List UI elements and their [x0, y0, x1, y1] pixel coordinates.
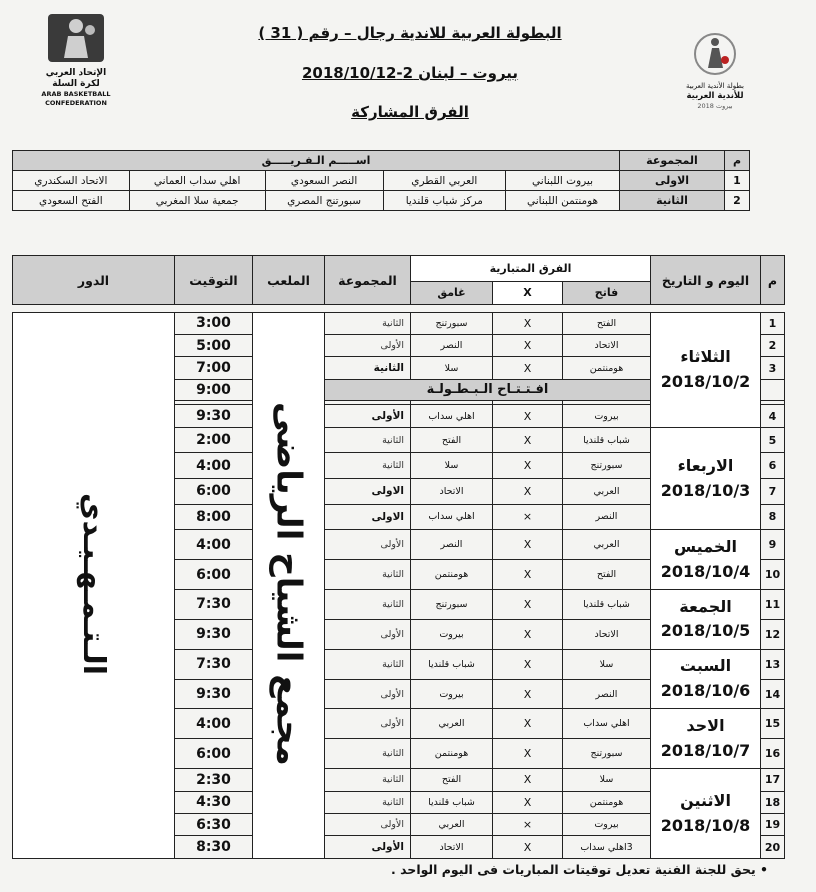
- location-dates: بيروت – لبنان 2-2018/10/12: [301, 64, 519, 82]
- sched-header-venue: الملعب: [253, 256, 325, 305]
- groups-col-team: اســـــم الـفـريـــــق: [13, 151, 620, 171]
- match-x: X: [493, 619, 563, 649]
- match-x: X: [493, 709, 563, 739]
- match-time: 6:30: [175, 814, 253, 836]
- match-loser: هومنتمن: [411, 560, 493, 590]
- match-loser: الفتح: [411, 427, 493, 453]
- match-x: X: [493, 312, 563, 334]
- day-name: الاربعاء: [677, 455, 734, 475]
- match-group: الثانية: [325, 739, 411, 769]
- logo-left-arabic-1: الإتحاد العربي: [45, 68, 107, 78]
- match-x: X: [493, 739, 563, 769]
- player-silhouette-icon: [46, 12, 106, 64]
- match-loser: الفتح: [411, 769, 493, 791]
- day-date: 2018/10/4: [660, 561, 751, 581]
- match-group: الأولى: [325, 334, 411, 356]
- match-x: ×: [493, 504, 563, 530]
- match-time: 4:00: [175, 453, 253, 479]
- match-no: 16: [761, 739, 785, 769]
- match-x: X: [493, 427, 563, 453]
- venue-name: مجمع الشياح الرياضى: [268, 401, 309, 766]
- match-loser: الاتحاد: [411, 479, 493, 505]
- match-winner: سلا: [563, 769, 651, 791]
- match-time: 8:00: [175, 504, 253, 530]
- venue-cell: [253, 312, 325, 858]
- group-no: 1: [725, 171, 750, 191]
- match-time: 4:30: [175, 791, 253, 813]
- sched-header-winner: فاتح: [563, 281, 651, 304]
- match-no: 1: [761, 312, 785, 334]
- match-loser: النصر: [411, 334, 493, 356]
- match-loser: سبورتنج: [411, 312, 493, 334]
- match-time: 2:00: [175, 427, 253, 453]
- match-x: X: [493, 334, 563, 356]
- day-date: 2018/10/8: [660, 815, 751, 835]
- team-name: هومنتمن اللبناني: [506, 191, 620, 211]
- day-name: الجمعة: [679, 596, 732, 616]
- schedule-note: [391, 862, 768, 877]
- match-loser: شباب قلنديا: [411, 649, 493, 679]
- match-loser: بيروت: [411, 619, 493, 649]
- day-name: السبت: [679, 656, 732, 676]
- day-date: 2018/10/2: [660, 371, 751, 391]
- match-time: 6:00: [175, 560, 253, 590]
- sched-header-x: X: [493, 281, 563, 304]
- match-time: 2:30: [175, 769, 253, 791]
- match-loser: النصر: [411, 530, 493, 560]
- sched-header-round: الدور: [13, 256, 175, 305]
- sched-header-group: المجموعة: [325, 256, 411, 305]
- match-time: 9:30: [175, 405, 253, 427]
- day-cell: [651, 312, 761, 427]
- match-no: 15: [761, 709, 785, 739]
- match-no: 6: [761, 453, 785, 479]
- match-time: 6:00: [175, 739, 253, 769]
- match-loser: الاتحاد: [411, 836, 493, 859]
- match-winner: شباب قلنديا: [563, 589, 651, 619]
- match-no: 12: [761, 619, 785, 649]
- day-cell: [651, 709, 761, 769]
- groups-col-m: م: [725, 151, 750, 171]
- match-x: ×: [493, 814, 563, 836]
- schedule-table: [12, 255, 785, 859]
- match-time: 7:00: [175, 357, 253, 379]
- match-winner: الفتح: [563, 312, 651, 334]
- day-cell: [651, 589, 761, 649]
- match-loser: اهلي سداب: [411, 405, 493, 427]
- sched-header-m: م: [761, 256, 785, 305]
- match-time: 8:30: [175, 836, 253, 859]
- sched-header-teams: الفرق المتبارية: [411, 256, 651, 282]
- match-group: الثانية: [325, 357, 411, 379]
- match-no: 20: [761, 836, 785, 859]
- match-time: 4:00: [175, 530, 253, 560]
- match-no: 7: [761, 479, 785, 505]
- group-name: الثانية: [620, 191, 725, 211]
- match-no: 17: [761, 769, 785, 791]
- match-winner: سبورتنج: [563, 739, 651, 769]
- logo-right-line-3: بيروت 2018: [697, 102, 733, 110]
- match-group: الثانية: [325, 312, 411, 334]
- match-no: [761, 379, 785, 400]
- match-x: X: [493, 649, 563, 679]
- match-group: الأولى: [325, 405, 411, 427]
- tournament-logo: [665, 30, 765, 111]
- match-group: الاولى: [325, 479, 411, 505]
- match-x: X: [493, 453, 563, 479]
- logo-left-arabic-2: لكرة السلة: [52, 79, 100, 89]
- match-no: 8: [761, 504, 785, 530]
- match-loser: اهلي سداب: [411, 504, 493, 530]
- group-name: الاولى: [620, 171, 725, 191]
- day-name: الاثنين: [680, 790, 731, 810]
- match-winner: النصر: [563, 504, 651, 530]
- team-name: الفتح السعودي: [13, 191, 130, 211]
- match-no: 5: [761, 427, 785, 453]
- match-x: X: [493, 357, 563, 379]
- match-group: الأولى: [325, 814, 411, 836]
- match-winner: 3اهلي سداب: [563, 836, 651, 859]
- round-name: الـتـمـهـيـدي: [76, 492, 111, 675]
- day-date: 2018/10/6: [660, 681, 751, 701]
- match-winner: اهلي سداب: [563, 709, 651, 739]
- match-loser: هومنتمن: [411, 739, 493, 769]
- match-group: الأولى: [325, 709, 411, 739]
- match-no: 13: [761, 649, 785, 679]
- groups-table: [12, 150, 750, 211]
- day-cell: [651, 769, 761, 859]
- match-group: الثانية: [325, 791, 411, 813]
- match-group: الاولى: [325, 504, 411, 530]
- match-time: 4:00: [175, 709, 253, 739]
- match-winner: الفتح: [563, 560, 651, 590]
- match-no: 2: [761, 334, 785, 356]
- logo-right-line-2: للأندية العربية: [686, 91, 744, 101]
- match-loser: سبورتنج: [411, 589, 493, 619]
- match-group: الأولى: [325, 530, 411, 560]
- match-no: 9: [761, 530, 785, 560]
- championship-title: البطولة العربية للاندية رجال – رقم ( 31 ): [258, 24, 562, 42]
- groups-col-group: المجموعة: [620, 151, 725, 171]
- match-no: 19: [761, 814, 785, 836]
- arab-basketball-confederation-logo: [16, 12, 136, 108]
- team-name: اهلي سداب العماني: [129, 171, 265, 191]
- match-loser: سلا: [411, 453, 493, 479]
- match-time: 9:30: [175, 679, 253, 709]
- group-row: [13, 191, 750, 211]
- match-group: الثانية: [325, 453, 411, 479]
- match-winner: الاتحاد: [563, 619, 651, 649]
- match-time: 3:00: [175, 312, 253, 334]
- match-winner: العربي: [563, 530, 651, 560]
- match-group: الأولى: [325, 619, 411, 649]
- team-name: العربي القطري: [383, 171, 506, 191]
- match-winner: بيروت: [563, 405, 651, 427]
- team-name: جمعية سلا المغربي: [129, 191, 265, 211]
- match-winner: هومنتمن: [563, 357, 651, 379]
- team-name: الاتحاد السكندري: [13, 171, 130, 191]
- match-time: 5:00: [175, 334, 253, 356]
- day-cell: [651, 427, 761, 529]
- bullet-icon: •: [755, 862, 768, 877]
- match-no: 18: [761, 791, 785, 813]
- day-date: 2018/10/5: [660, 621, 751, 641]
- day-date: 2018/10/3: [660, 480, 751, 500]
- team-name: سبورتنج المصري: [265, 191, 383, 211]
- team-name: بيروت اللبناني: [506, 171, 620, 191]
- match-loser: بيروت: [411, 679, 493, 709]
- match-no: 4: [761, 405, 785, 427]
- match-x: X: [493, 679, 563, 709]
- match-loser: العربي: [411, 814, 493, 836]
- logo-right-line-1: بطولة الأندية العربية: [685, 82, 745, 90]
- day-date: 2018/10/7: [660, 740, 751, 760]
- match-group: الأولى: [325, 836, 411, 859]
- match-no: 14: [761, 679, 785, 709]
- match-group: الثانية: [325, 769, 411, 791]
- match-group: الأولى: [325, 679, 411, 709]
- day-cell: [651, 530, 761, 590]
- day-name: الاحد: [686, 716, 725, 736]
- note-text: يحق للجنة الفنية تعديل توقيتات المباريات فى اليوم الواحد .: [390, 862, 756, 877]
- sched-header-time: التوقيت: [175, 256, 253, 305]
- match-no: 10: [761, 560, 785, 590]
- match-winner: النصر: [563, 679, 651, 709]
- match-x: X: [493, 530, 563, 560]
- match-winner: سبورتنج: [563, 453, 651, 479]
- match-x: X: [493, 405, 563, 427]
- match-winner: الاتحاد: [563, 334, 651, 356]
- match-x: X: [493, 589, 563, 619]
- day-cell: [651, 649, 761, 709]
- match-time: 7:30: [175, 589, 253, 619]
- team-name: مركز شباب قلنديا: [383, 191, 506, 211]
- logo-left-english-1: ARAB BASKETBALL: [41, 90, 111, 98]
- match-group: الثانية: [325, 427, 411, 453]
- day-name: الخميس: [674, 536, 737, 556]
- match-time: 6:00: [175, 479, 253, 505]
- match-group: الثانية: [325, 649, 411, 679]
- match-row: [13, 312, 785, 334]
- match-time: 9:30: [175, 619, 253, 649]
- match-winner: شباب قلنديا: [563, 427, 651, 453]
- match-time: 9:00: [175, 379, 253, 400]
- match-group: الثانية: [325, 589, 411, 619]
- sched-header-day-date: اليوم و التاريخ: [651, 256, 761, 305]
- basketball-player-icon: [692, 30, 738, 78]
- match-x: X: [493, 769, 563, 791]
- day-name: الثلاثاء: [680, 346, 731, 366]
- group-no: 2: [725, 191, 750, 211]
- match-no: 11: [761, 589, 785, 619]
- sched-header-loser: غامق: [411, 281, 493, 304]
- match-loser: العربي: [411, 709, 493, 739]
- match-winner: بيروت: [563, 814, 651, 836]
- match-loser: شباب قلنديا: [411, 791, 493, 813]
- match-x: X: [493, 479, 563, 505]
- match-x: X: [493, 836, 563, 859]
- match-winner: هومنتمن: [563, 791, 651, 813]
- match-winner: العربي: [563, 479, 651, 505]
- match-no: 3: [761, 357, 785, 379]
- match-x: X: [493, 560, 563, 590]
- match-winner: سلا: [563, 649, 651, 679]
- match-group: الثانية: [325, 560, 411, 590]
- group-row: [13, 171, 750, 191]
- logo-left-english-2: CONFEDERATION: [45, 99, 107, 107]
- team-name: النصر السعودي: [265, 171, 383, 191]
- opening-ceremony: افـتـتـاح الـبـطـولـة: [325, 379, 651, 400]
- match-x: X: [493, 791, 563, 813]
- match-time: 7:30: [175, 649, 253, 679]
- participating-teams-title: الفرق المشاركة: [351, 103, 469, 121]
- round-cell: [13, 312, 175, 858]
- match-loser: سلا: [411, 357, 493, 379]
